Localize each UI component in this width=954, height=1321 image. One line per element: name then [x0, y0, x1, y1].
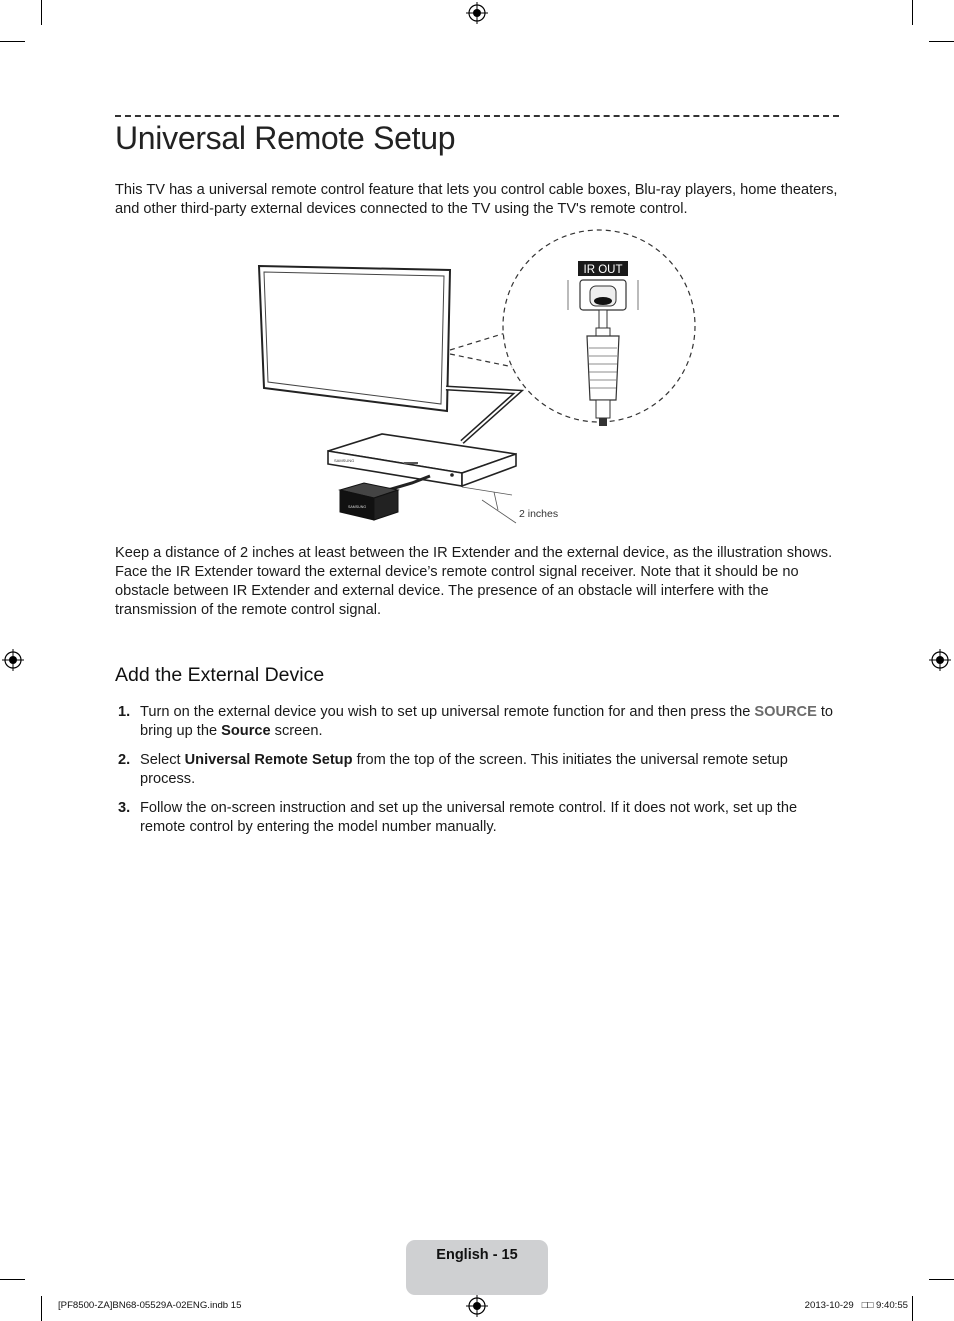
step-keyword: Universal Remote Setup: [184, 752, 353, 768]
crop-mark: [912, 1296, 913, 1321]
distance-note-paragraph: Keep a distance of 2 inches at least between the IR Extender and the external device, as the illustration shows. Face the IR Extender toward the external device’s remote control signal receiver. Note that it should be no obstacle between IR Extender and external device. The presence of an obstacle will interfere with the transmission of the remote control signal.: [115, 545, 833, 618]
ir-extender-illustration: [250, 228, 700, 528]
step-text: to bring up the: [140, 704, 834, 739]
crop-mark: [41, 0, 42, 25]
crop-mark: [929, 1279, 954, 1280]
intro-paragraph: This TV has a universal remote control feature that lets you control cable boxes, Blu-ray players, home theaters, and other third-party external devices connected to the TV using the TV's remote control.: [115, 182, 838, 217]
crop-mark: [912, 0, 913, 25]
step-text: Select: [140, 752, 185, 768]
footer-timestamp: 2013-10-29 □□ 9:40:55: [804, 1300, 908, 1311]
step-number: 3.: [118, 800, 131, 816]
steps-list: [115, 703, 841, 847]
box-brand-logo: SAMSUNG: [334, 458, 355, 463]
tv-cable: [446, 388, 518, 442]
section-heading: Add the External Device: [115, 664, 325, 686]
registration-mark-icon: [929, 649, 951, 671]
page-title: Universal Remote Setup: [115, 120, 456, 156]
crop-mark: [929, 41, 954, 42]
registration-mark-icon: [2, 649, 24, 671]
registration-mark-icon: [466, 2, 488, 24]
crop-mark: [41, 1296, 42, 1321]
step-number: 1.: [118, 704, 131, 720]
list-item: [115, 703, 841, 741]
step-keyword: Source: [221, 723, 271, 739]
list-item: [115, 799, 841, 837]
extender-brand-logo: SAMSUNG: [348, 505, 367, 509]
crop-mark: [0, 41, 25, 42]
page-number: English - 15: [436, 1247, 518, 1263]
port-label: IR OUT: [583, 264, 623, 276]
step-keyword: SOURCE: [754, 704, 817, 720]
step-number: 2.: [118, 752, 131, 768]
ir-extender: [340, 483, 398, 520]
footer-file-info: [PF8500-ZA]BN68-05529A-02ENG.indb 15: [58, 1300, 242, 1311]
title-dashed-rule: [115, 115, 839, 117]
list-item: [115, 751, 841, 789]
step-text: screen.: [270, 723, 323, 739]
step-text: from the top of the screen. This initiates the universal remote setup process.: [140, 752, 788, 787]
step-text: Turn on the external device you wish to set up universal remote function for and then press the: [140, 704, 755, 720]
tv-screen: [259, 266, 450, 411]
crop-mark: [0, 1279, 25, 1280]
step-text: Follow the on-screen instruction and set up the universal remote control. If it does not work, set up the remote control by entering the model number manually.: [140, 800, 798, 835]
distance-label: 2 inches: [519, 508, 559, 520]
registration-mark-icon: [466, 1295, 488, 1317]
